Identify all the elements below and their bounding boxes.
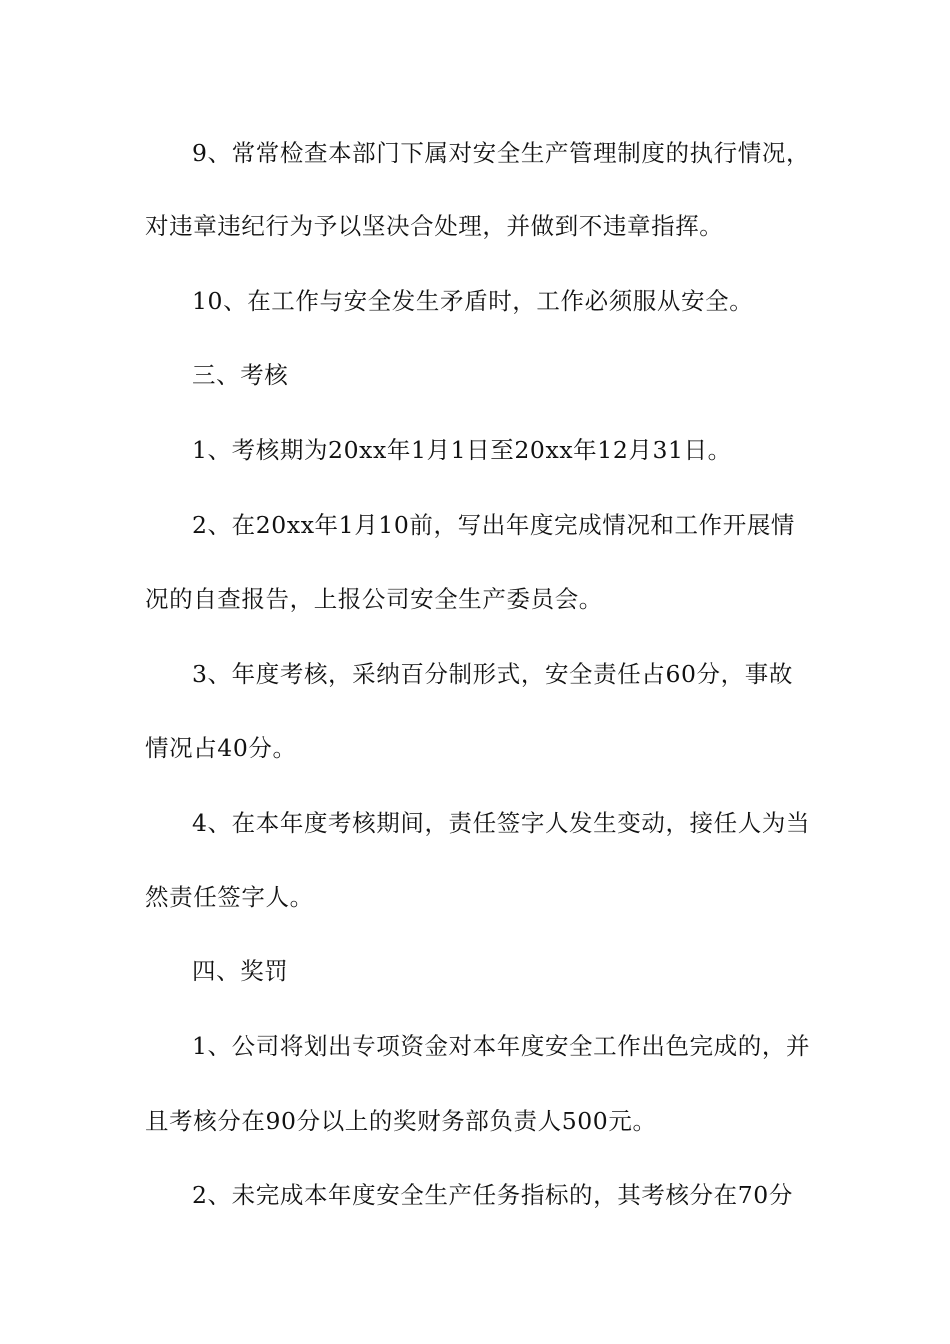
- paragraph-10: 10、在工作与安全发生矛盾时，工作必须服从安全。: [192, 287, 754, 315]
- paragraph-9-line-2: 对违章违纪行为予以坚决合处理，并做到不违章指挥。: [145, 212, 724, 240]
- assessment-item-4-line-1: 4、在本年度考核期间，责任签字人发生变动，接任人为当: [192, 809, 811, 837]
- section-heading-rewards: 四、奖罚: [192, 957, 289, 985]
- assessment-item-4-line-2: 然责任签字人。: [145, 883, 314, 911]
- assessment-item-2-line-2: 况的自查报告，上报公司安全生产委员会。: [145, 585, 603, 613]
- paragraph-9-line-1: 9、常常检查本部门下属对安全生产管理制度的执行情况，: [192, 139, 811, 167]
- rewards-item-2-line-1: 2、未完成本年度安全生产任务指标的，其考核分在70分: [192, 1181, 793, 1209]
- assessment-item-3-line-2: 情况占40分。: [145, 734, 297, 762]
- section-heading-assessment: 三、考核: [192, 361, 289, 389]
- rewards-item-1-line-1: 1、公司将划出专项资金对本年度安全工作出色完成的，并: [192, 1032, 811, 1060]
- assessment-item-1: 1、考核期为20xx年1月1日至20xx年12月31日。: [192, 436, 732, 464]
- assessment-item-3-line-1: 3、年度考核，采纳百分制形式，安全责任占60分，事故: [192, 660, 793, 688]
- assessment-item-2-line-1: 2、在20xx年1月10前，写出年度完成情况和工作开展情: [192, 511, 796, 539]
- rewards-item-1-line-2: 且考核分在90分以上的奖财务部负责人500元。: [145, 1107, 657, 1135]
